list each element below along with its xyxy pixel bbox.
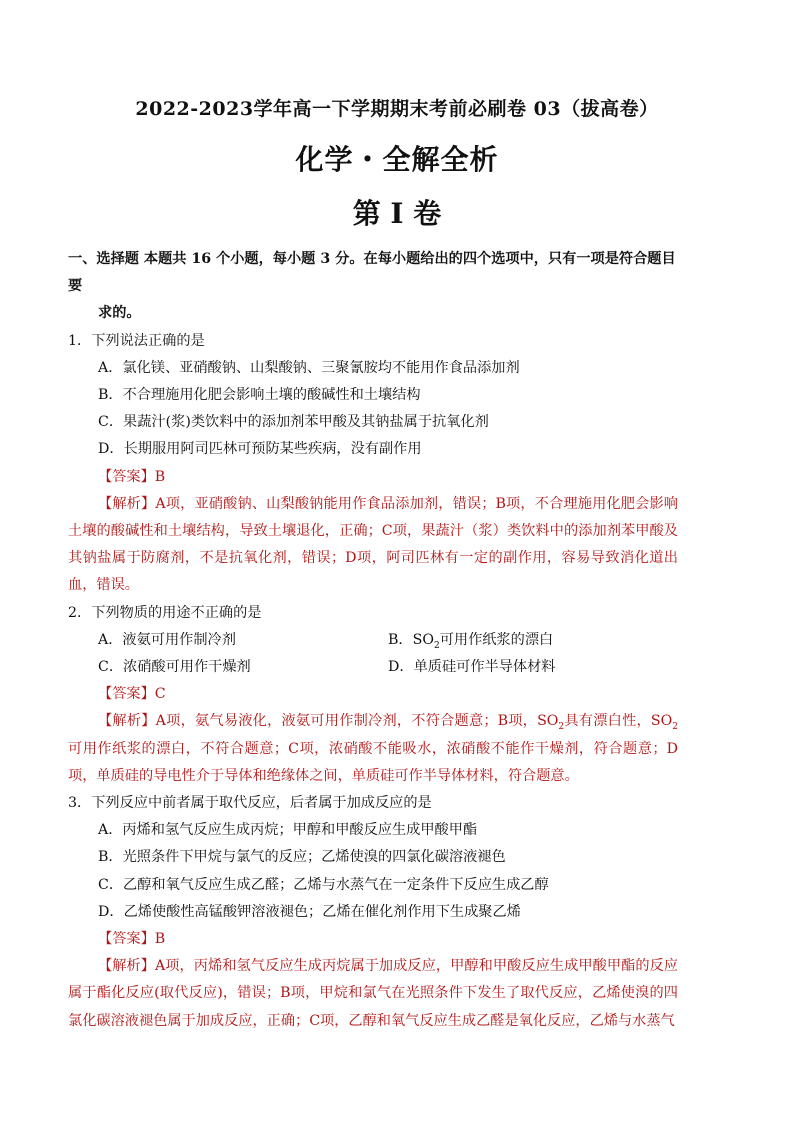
question-2-stem: 2．下列物质的用途不正确的是 bbox=[68, 604, 262, 621]
question-3-option-a: A．丙烯和氢气反应生成丙烷；甲醇和甲酸反应生成甲酸甲酯 bbox=[98, 822, 478, 839]
question-1-analysis: 【解析】A项，亚硝酸钠、山梨酸钠能用作食品添加剂，错误；B项，不合理施用化肥会影响土壤的酸碱性和土壤结构，导致土壤退化，正确；C项，果蔬汁（浆）类饮料中的添加剂苯甲酸及其钠盐属于防腐剂，不是抗氧化剂，错误；D项，阿司匹林有一定的副作用，容易导致消化道出血，错误。 bbox=[68, 495, 678, 594]
question-3-option-b: B．光照条件下甲烷与氯气的反应；乙烯使溴的四氯化碳溶液褪色 bbox=[98, 849, 506, 866]
question-3-answer: 【答案】B bbox=[98, 931, 166, 948]
question-2-option-a: A．液氨可用作制冷剂 bbox=[98, 631, 236, 648]
question-2-analysis bbox=[68, 708, 678, 790]
question-2-options-row-1 bbox=[68, 627, 678, 654]
question-3-option-c: C．乙醇和氧气反应生成乙醛；乙烯与水蒸气在一定条件下反应生成乙醇 bbox=[98, 876, 549, 893]
question-2-analysis-part1: 【解析】A项，氨气易液化，液氨可用作制冷剂，不符合题意；B项，SO bbox=[98, 713, 559, 730]
question-3-stem: 3．下列反应中前者属于取代反应，后者属于加成反应的是 bbox=[68, 795, 432, 812]
question-1-option-c: C．果蔬汁(浆)类饮料中的添加剂苯甲酸及其钠盐属于抗氧化剂 bbox=[98, 414, 489, 431]
volume-title: 第 I 卷 bbox=[352, 197, 442, 230]
question-2-option-d: D．单质硅可作半导体材料 bbox=[388, 659, 556, 676]
question-3-analysis: 【解析】A项，丙烯和氢气反应生成丙烷属于加成反应，甲醇和甲酸反应生成甲酸甲酯的反应属于酯化反应(取代反应)，错误；B项，甲烷和氯气在光照条件下发生了取代反应，乙烯使溴的四氯化碳溶液褪色属于加成反应，正确；C项，乙醇和氧气反应生成乙醛是氧化反应，乙烯与水蒸气 bbox=[68, 958, 678, 1029]
question-2-analysis-part2: 具有漂白性，SO bbox=[564, 713, 673, 730]
section-heading-line2: 求的。 bbox=[98, 305, 141, 322]
question-2-option-b-subscript: 2 bbox=[433, 640, 440, 651]
section-heading-line1: 一、选择题 本题共 16 个小题，每小题 3 分。在每小题给出的四个选项中，只有一项是符合题目要 bbox=[68, 251, 676, 295]
question-2-analysis-part3: 可用作纸浆的漂白，不符合题意；C项，浓硝酸不能吸水，浓硝酸不能作干燥剂，符合题意；D项，单质硅的导电性介于导体和绝缘体之间，单质硅可作半导体材料，符合题意。 bbox=[68, 740, 678, 784]
question-1-option-a: A．氯化镁、亚硝酸钠、山梨酸钠、三聚氰胺均不能用作食品添加剂 bbox=[98, 359, 520, 376]
question-2-option-b-prefix: B．SO bbox=[388, 631, 434, 648]
document-body bbox=[68, 246, 678, 1035]
section-heading bbox=[68, 246, 678, 328]
exam-title: 2022-2023学年高一下学期期末考前必刷卷 03（拔高卷） bbox=[135, 98, 659, 120]
question-2-option-b-text: 可用作纸浆的漂白 bbox=[439, 631, 554, 648]
question-1-option-b: B．不合理施用化肥会影响土壤的酸碱性和土壤结构 bbox=[98, 387, 421, 404]
question-2-options-row-2 bbox=[68, 654, 678, 681]
question-2-analysis-sub2: 2 bbox=[672, 722, 678, 733]
question-2-analysis-sub1: 2 bbox=[558, 722, 565, 733]
question-2-option-c: C．浓硝酸可用作干燥剂 bbox=[98, 659, 251, 676]
question-1-answer: 【答案】B bbox=[98, 468, 166, 485]
question-3-option-d: D．乙烯使酸性高锰酸钾溶液褪色；乙烯在催化剂作用下生成聚乙烯 bbox=[98, 903, 521, 920]
subject-title: 化学・全解全析 bbox=[295, 143, 499, 176]
question-2-option-b bbox=[388, 627, 678, 654]
question-1-option-d: D．长期服用阿司匹林可预防某些疾病，没有副作用 bbox=[98, 441, 422, 458]
question-1-stem: 1．下列说法正确的是 bbox=[68, 332, 205, 349]
question-2-answer: 【答案】C bbox=[98, 686, 166, 703]
